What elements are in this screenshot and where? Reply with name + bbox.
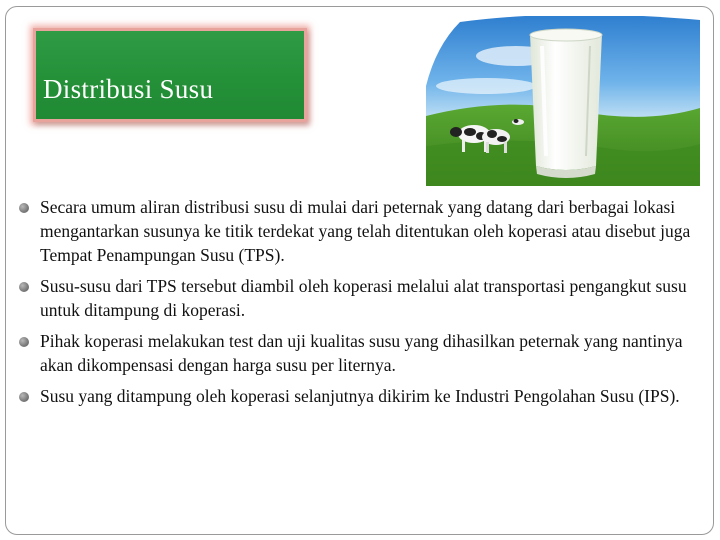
bullet-text: Susu yang ditampung oleh koperasi selanjutnya dikirim ke Industri Pengolahan Susu (IPS). xyxy=(40,386,680,406)
list-item xyxy=(19,384,709,408)
bullet-marker xyxy=(19,282,29,292)
bullet-marker xyxy=(19,337,29,347)
title-box xyxy=(33,28,307,122)
list-item xyxy=(19,195,709,267)
slide-title: Distribusi Susu xyxy=(43,74,214,104)
list-item xyxy=(19,329,709,377)
bullet-text: Susu-susu dari TPS tersebut diambil oleh koperasi melalui alat transportasi pengangkut susu untuk ditampung di koperasi. xyxy=(40,276,687,320)
bullet-marker xyxy=(19,203,29,213)
bullet-text: Pihak koperasi melakukan test dan uji kualitas susu yang dihasilkan peternak yang nantinya akan dikompensasi dengan harga susu per liternya. xyxy=(40,331,683,375)
bullet-marker xyxy=(19,392,29,402)
milk-glass-illustration xyxy=(530,29,602,178)
list-item xyxy=(19,274,709,322)
milk-and-cows-picture xyxy=(426,16,700,186)
bullet-text: Secara umum aliran distribusi susu di mulai dari peternak yang datang dari berbagai lokasi mengantarkan susunya ke titik terdekat yang telah ditentukan oleh koperasi atau disebut juga Tempat Penampungan Susu (TPS). xyxy=(40,197,691,265)
bullet-list xyxy=(19,195,709,415)
cow-distant-illustration xyxy=(512,119,524,125)
